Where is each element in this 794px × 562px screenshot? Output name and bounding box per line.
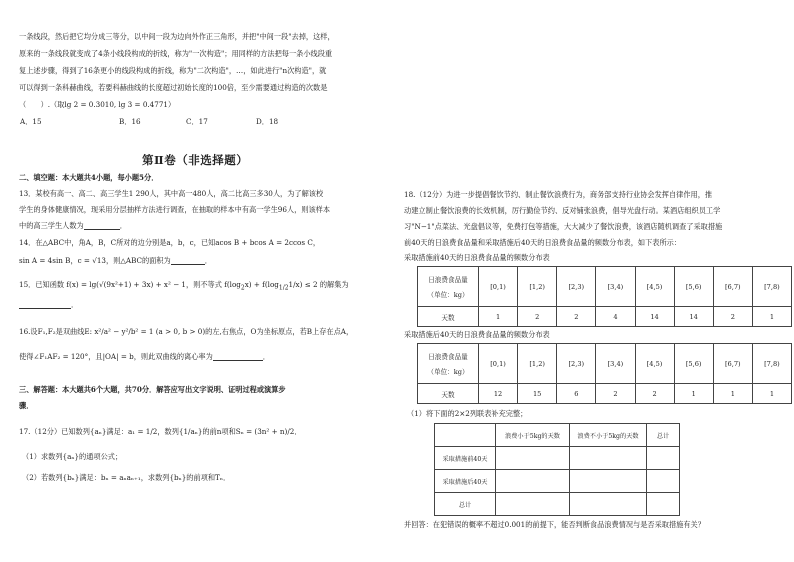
q16-end: ． xyxy=(262,352,270,361)
q14-line-2 xyxy=(19,256,212,265)
table1-interval: [5,6) xyxy=(674,267,713,307)
ct-cell[interactable] xyxy=(647,447,680,470)
table2-interval: [2,3) xyxy=(557,344,596,384)
table1-count: 2 xyxy=(518,307,557,327)
table1-interval: [2,3) xyxy=(557,267,596,307)
q14-end: ． xyxy=(204,256,212,265)
table1-interval: [6,7) xyxy=(713,267,752,307)
table-before-measures xyxy=(417,266,792,327)
q14-answer-blank[interactable] xyxy=(171,257,205,265)
ct-cell[interactable] xyxy=(570,493,647,516)
ct-cell[interactable] xyxy=(496,493,570,516)
ct-row-after: 采取措施后40天 xyxy=(435,470,496,493)
q12-option-d: D．18 xyxy=(256,117,279,126)
table1-row-header xyxy=(418,267,479,307)
table2-count-label: 天数 xyxy=(418,384,479,404)
table1-interval: [7,8) xyxy=(752,267,791,307)
table1-interval: [4,5) xyxy=(635,267,674,307)
ct-row-before: 采取措施前40天 xyxy=(435,447,496,470)
q16-answer-blank[interactable] xyxy=(213,353,263,361)
q17-part-2: （2）若数列{bₙ}满足：bₙ = aₙaₙ₊₁，求数列{bₙ}的前项和Tₙ． xyxy=(22,473,231,482)
ct-cell[interactable] xyxy=(496,447,570,470)
table2-caption: 采取措施后40天的日浪费食品量的频数分布表 xyxy=(404,330,550,339)
table1-count: 2 xyxy=(713,307,752,327)
q12-line-4: 可以得到一条科赫曲线，若要科赫曲线的长度超过初始长度的100倍，至少需要通过构造的次数是 xyxy=(19,83,328,92)
table2-interval: [7,8) xyxy=(752,344,791,384)
table2-row-header-b: （单位：kg） xyxy=(427,368,469,376)
ct-header-less: 浪费小于5kg的天数 xyxy=(496,424,570,447)
q12-line-3: 复上述步骤，得到了16条更小的线段构成的折线，称为"二次构造"，…，如此进行"n次构造"，就 xyxy=(19,66,327,75)
q17-line-1: 17.（12分）已知数列{aₙ}满足：a₁ = 1/2，数列{1/aₙ}的前n项和Sₙ = (3n² + n)/2． xyxy=(19,427,302,436)
table1-count: 1 xyxy=(479,307,518,327)
q18-final-question: 并回答：在犯错误的概率不超过0.001的前提下，能否判断食品浪费情况与是否采取措施有关？ xyxy=(404,520,705,529)
q17-part-1: （1）求数列{aₙ}的通项公式； xyxy=(22,452,123,461)
table2-interval: [5,6) xyxy=(674,344,713,384)
solve-section-header-2: 骤． xyxy=(19,401,34,410)
fill-in-section-header: 二、填空题：本大题共4小题，每小题5分． xyxy=(19,173,159,182)
table2-row-header-a: 日浪费食品量 xyxy=(428,353,468,361)
ct-cell[interactable] xyxy=(647,493,680,516)
ct-header-empty xyxy=(435,424,496,447)
q15-line-2 xyxy=(19,300,78,309)
q13-answer-blank[interactable] xyxy=(84,222,120,230)
q12-option-c: C．17 xyxy=(186,117,208,126)
q13-end: ． xyxy=(119,221,127,230)
table2-count: 15 xyxy=(518,384,557,404)
table1-interval: [0,1) xyxy=(479,267,518,307)
q15-end: ． xyxy=(71,300,79,309)
table2-interval: [3,4) xyxy=(596,344,635,384)
q13-line-1: 13．某校有高一、高二、高三学生1 290人，其中高一480人，高二比高三多30人，为了解该校 xyxy=(19,189,324,198)
table1-row-header-a: 日浪费食品量 xyxy=(428,276,468,284)
q15-sub-2: 1/2 xyxy=(278,284,289,292)
table-after-measures xyxy=(417,343,792,404)
table2-interval: [1,2) xyxy=(518,344,557,384)
q12-option-b: B．16 xyxy=(119,117,141,126)
table1-caption: 采取措施前40天的日浪费食品量的频数分布表 xyxy=(404,253,550,262)
q18-line-2: 动建立制止餐饮浪费的长效机制，厉行勤俭节约、反对铺张浪费，倡导光盘行动。某酒店组织员工学 xyxy=(404,206,721,215)
table2-count: 1 xyxy=(713,384,752,404)
ct-cell[interactable] xyxy=(570,447,647,470)
table1-count: 4 xyxy=(596,307,635,327)
table2-interval: [4,5) xyxy=(635,344,674,384)
q13-line-3 xyxy=(19,221,127,230)
q15-sub-1: 2 xyxy=(240,284,245,292)
q12-line-1: 一条线段，然后把它均分成三等分，以中间一段为边向外作正三角形，并把"中间一段"去掉，这样， xyxy=(19,32,335,41)
ct-header-not-less: 浪费不小于5kg的天数 xyxy=(570,424,647,447)
table1-interval: [3,4) xyxy=(596,267,635,307)
q16-line-2 xyxy=(19,352,270,361)
table2-interval: [0,1) xyxy=(479,344,518,384)
ct-cell[interactable] xyxy=(496,470,570,493)
q18-line-3: 习"N−1"点菜法、光盘倡议等，免费打包等措施，大大减少了餐饮浪费，该酒店随机调查了采取措施 xyxy=(404,222,723,231)
q15-line-1 xyxy=(19,280,349,292)
q16-line-1: 16.设F₁,F₂是双曲线E: x²/a² − y²/b² = 1 (a > 0, b > 0)的左,右焦点，O为坐标原点，若B上存在点A， xyxy=(19,327,354,336)
q13-line-3-text: 中的高三学生人数为 xyxy=(19,221,84,230)
table2-count: 2 xyxy=(596,384,635,404)
contingency-table xyxy=(434,423,680,516)
table1-row-header-b: （单位：kg） xyxy=(427,291,469,299)
table2-interval: [6,7) xyxy=(713,344,752,384)
q13-line-2: 学生的身体健康情况，现采用分层抽样方法进行调查，在抽取的样本中有高一学生96人，则该样本 xyxy=(19,205,331,214)
q15-text-a: 15．已知函数 f(x) = lg(√(9x²+1) + 3x) + x² − 1，则不等式 f(log xyxy=(19,280,241,289)
q15-answer-blank[interactable] xyxy=(19,301,71,309)
table2-count: 2 xyxy=(635,384,674,404)
q12-option-a: A．15 xyxy=(20,117,42,126)
q15-text-c: 1/x) ≤ 2 的解集为 xyxy=(288,280,349,289)
q14-line-1: 14．在△ABC中，角A，B，C所对的边分别是a，b，c，已知acos B + bcos A = 2ccos C， xyxy=(19,238,321,247)
q12-line-5: （ ）.（取lg 2 = 0.3010, lg 3 = 0.4771） xyxy=(19,100,176,109)
table2-count: 6 xyxy=(557,384,596,404)
q12-line-2: 原来的一条线段就变成了4条小线段构成的折线，称为"一次构造"；用同样的方法把每一条小线段重 xyxy=(19,49,333,58)
table1-count: 1 xyxy=(752,307,791,327)
ct-cell[interactable] xyxy=(570,470,647,493)
ct-header-total: 总计 xyxy=(647,424,680,447)
part2-title: 第Ⅱ卷（非选择题） xyxy=(142,153,249,167)
table1-count: 14 xyxy=(635,307,674,327)
table1-count-label: 天数 xyxy=(418,307,479,327)
q18-line-4: 前40天的日浪费食品量和采取措施后40天的日浪费食品量的频数分布表，如下表所示： xyxy=(404,238,682,247)
table2-row-header xyxy=(418,344,479,384)
solve-section-header-1: 三、解答题：本大题共6个大题，共70分．解答应写出文字说明、证明过程或演算步 xyxy=(19,385,286,394)
q18-line-1: 18.（12分）为进一步提倡餐饮节约、制止餐饮浪费行为，商务部支持行业协会发挥自律作用，推 xyxy=(404,190,713,199)
table1-count: 14 xyxy=(674,307,713,327)
table1-count: 2 xyxy=(557,307,596,327)
table2-count: 1 xyxy=(752,384,791,404)
q15-text-b: x) + f(log xyxy=(244,280,279,289)
table2-count: 1 xyxy=(674,384,713,404)
ct-cell[interactable] xyxy=(647,470,680,493)
q18-part-1: （1）将下面的2×2列联表补充完整； xyxy=(407,409,528,418)
table1-interval: [1,2) xyxy=(518,267,557,307)
q14-line-2-text: sin A = 4sin B，c = √13，则△ABC的面积为 xyxy=(19,256,171,265)
table2-count: 12 xyxy=(479,384,518,404)
q16-line-2-text: 使得∠F₁AF₂ = 120°，且|OA| = b，则此双曲线的离心率为 xyxy=(19,352,213,361)
ct-row-total: 总计 xyxy=(435,493,496,516)
